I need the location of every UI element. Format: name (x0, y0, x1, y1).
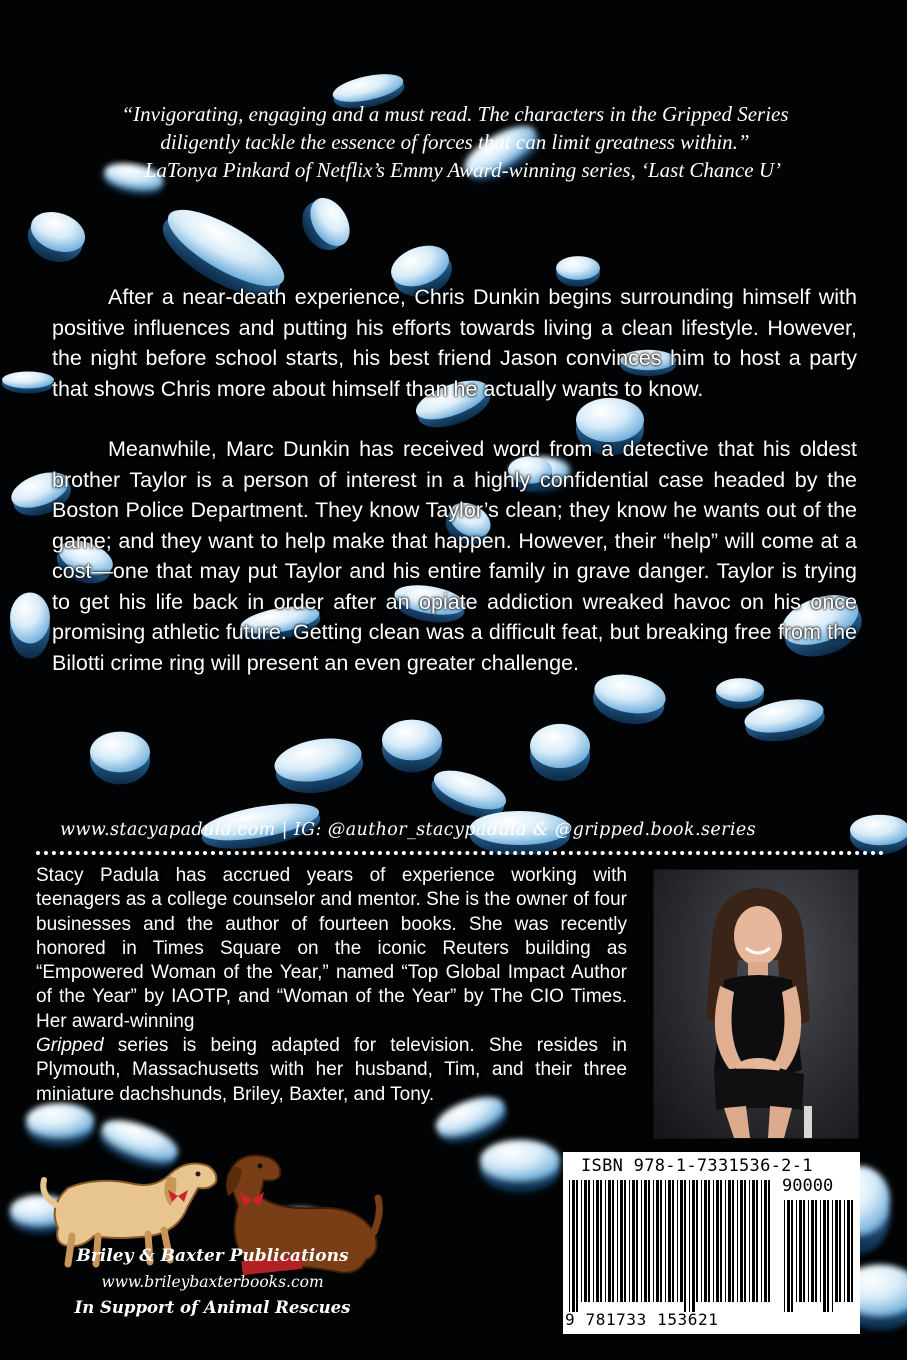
endorsement-quote (70, 100, 840, 184)
barcode-bar (720, 1180, 722, 1302)
barcode-bar (617, 1180, 618, 1302)
barcode-bar (593, 1180, 594, 1302)
barcode-bar (701, 1180, 702, 1302)
barcode-bar (632, 1180, 635, 1302)
bio-series-title: Gripped (36, 1035, 104, 1057)
barcode-bar (684, 1180, 686, 1312)
barcode-bar (737, 1180, 738, 1302)
barcode-bar (581, 1180, 582, 1302)
bio-paragraph (36, 864, 627, 1107)
barcode-bar (752, 1180, 755, 1302)
barcode-bar (796, 1200, 797, 1302)
publisher-website[interactable]: www.brileybaxterbooks.com (101, 1273, 324, 1291)
bio-text-end: series is being adapted for television. She resides in Plymouth, Massachusetts with her husband, Tim, and their three miniature dachshunds, Briley, Baxter, and Tony. (36, 1035, 627, 1105)
pill-shape (10, 593, 50, 659)
barcode-bar (708, 1180, 710, 1302)
barcode-bar (803, 1200, 805, 1302)
barcode-bar (656, 1180, 659, 1302)
quote-attribution: – LaTonya Pinkard of Netflix’s Emmy Award-winning series, ‘Last Chance U’ (129, 158, 781, 182)
barcode-bar (768, 1180, 770, 1302)
barcode-bar (596, 1180, 599, 1302)
barcode-bar (569, 1180, 570, 1312)
barcode-bar (689, 1180, 690, 1312)
quote-line-1: “Invigorating, engaging and a must read. The characters in the Gripped Series (121, 102, 789, 126)
quote-line-2: diligently tackle the essence of forces that can limit greatness within.” (160, 130, 750, 154)
barcode-bar (696, 1180, 698, 1302)
isbn-label: ISBN 978-1-7331536-2-1 (581, 1156, 813, 1176)
synopsis-paragraph-1: After a near-death experience, Chris Dunkin begins surrounding himself with positive influences and putting his efforts towards living a clean lifestyle. However, the night before school starts, his best friend Jason convinces him to host a party that shows Chris more about himself than he actually wants to know. (52, 285, 857, 401)
barcode-bar (636, 1180, 638, 1302)
barcode-bar (576, 1180, 578, 1312)
barcode-bar (761, 1180, 762, 1302)
barcode-bar (716, 1180, 719, 1302)
barcode-bar (680, 1180, 683, 1302)
barcode-bar (784, 1200, 785, 1312)
addon-barcode-bars (782, 1200, 856, 1312)
barcode-bar (624, 1180, 626, 1302)
barcode-bar (815, 1200, 817, 1302)
barcode-bar (787, 1200, 790, 1312)
barcode-bar (600, 1180, 602, 1302)
pill-shape (2, 372, 54, 394)
barcode-bar (835, 1200, 838, 1302)
barcode-bar (608, 1180, 611, 1302)
barcode-bar (851, 1200, 853, 1302)
barcode-bar (791, 1200, 793, 1312)
pill-shape (90, 732, 150, 785)
barcode-bar (808, 1200, 809, 1302)
barcode-bar (668, 1180, 671, 1302)
barcode-bar (660, 1180, 662, 1302)
barcode-bar (713, 1180, 714, 1302)
barcode-bar (832, 1200, 833, 1312)
author-bio (36, 864, 627, 1107)
pill-shape (382, 720, 442, 773)
barcode-bar (644, 1180, 647, 1302)
price-code: 90000 (782, 1176, 834, 1196)
pill-shape (530, 724, 590, 781)
barcode-bar (725, 1180, 726, 1302)
dotted-divider (36, 851, 884, 859)
barcode-bar (584, 1180, 587, 1302)
barcode-bar (605, 1180, 606, 1302)
barcode-bar (799, 1200, 802, 1302)
synopsis-paragraph-2: Meanwhile, Marc Dunkin has received word from a detective that his oldest brother Taylor is a person of interest in a highly confidential case headed by the Boston Police Department. They know Taylor’s clean; they know he wants out of the game; and they want to help make that happen. However, their “help” will come at a cost—one that may put Taylor and his entire family in grave danger. Taylor is trying to get his life back in order after an opiate addiction wreaked havoc on his once promising athletic future. Getting clean was a difficult feat, but breaking free from the Bilotti crime ring will present an even greater challenge. (52, 437, 857, 675)
synopsis (52, 282, 857, 708)
barcode-bar (665, 1180, 666, 1302)
barcode-bar (756, 1180, 758, 1302)
barcode-bar (744, 1180, 746, 1302)
publisher-name: Briley & Baxter Publications (76, 1246, 349, 1266)
publisher-tagline: In Support of Animal Rescues (74, 1298, 351, 1317)
bio-text-start: Stacy Padula has accrued years of experience working with teenagers as a college counselor and mentor. She is the owner of four businesses and the author of fourteen books. She was recently honored in Times Square on the iconic Reuters building as “Empowered Woman of the Year,” named “Top Global Impact Author of the Year” by IAOTP, and “Woman of the Year” by The CIO Times. Her award-winning (36, 865, 627, 1032)
barcode-bar (588, 1180, 590, 1302)
ean-digits: 9 781733 153621 (565, 1310, 719, 1329)
isbn-barcode (563, 1152, 860, 1334)
barcode-bar (692, 1180, 695, 1312)
barcode-bar (620, 1180, 623, 1302)
author-contact-line: www.stacyapadula.com | IG: @author_stacypadula & @gripped.book.series (60, 820, 757, 840)
barcode-bar (732, 1180, 734, 1302)
barcode-bar (677, 1180, 678, 1302)
barcode-bar (764, 1180, 767, 1302)
barcode-bar (740, 1180, 743, 1302)
barcode-bar (811, 1200, 814, 1302)
pill-shape (480, 1140, 560, 1193)
barcode-bar (629, 1180, 630, 1302)
barcode-bar (653, 1180, 654, 1302)
barcode-bar (612, 1180, 614, 1302)
author-photo (653, 869, 859, 1139)
barcode-bar (648, 1180, 650, 1302)
barcode-bar (672, 1180, 674, 1302)
barcode-bar (728, 1180, 731, 1302)
pill-shape (850, 815, 907, 855)
barcode-bar (839, 1200, 841, 1302)
publisher-text (50, 1243, 375, 1321)
barcode-bar (827, 1200, 829, 1312)
barcode-bar (823, 1200, 826, 1312)
barcode-bar (847, 1200, 850, 1302)
barcode-bar (749, 1180, 750, 1302)
barcode-bar (844, 1200, 845, 1302)
barcode-bar (572, 1180, 575, 1312)
barcode-bar (641, 1180, 642, 1302)
author-portrait-icon (654, 870, 858, 1138)
ean-barcode-bars (567, 1180, 775, 1312)
barcode-bar (820, 1200, 821, 1302)
barcode-bar (704, 1180, 707, 1302)
